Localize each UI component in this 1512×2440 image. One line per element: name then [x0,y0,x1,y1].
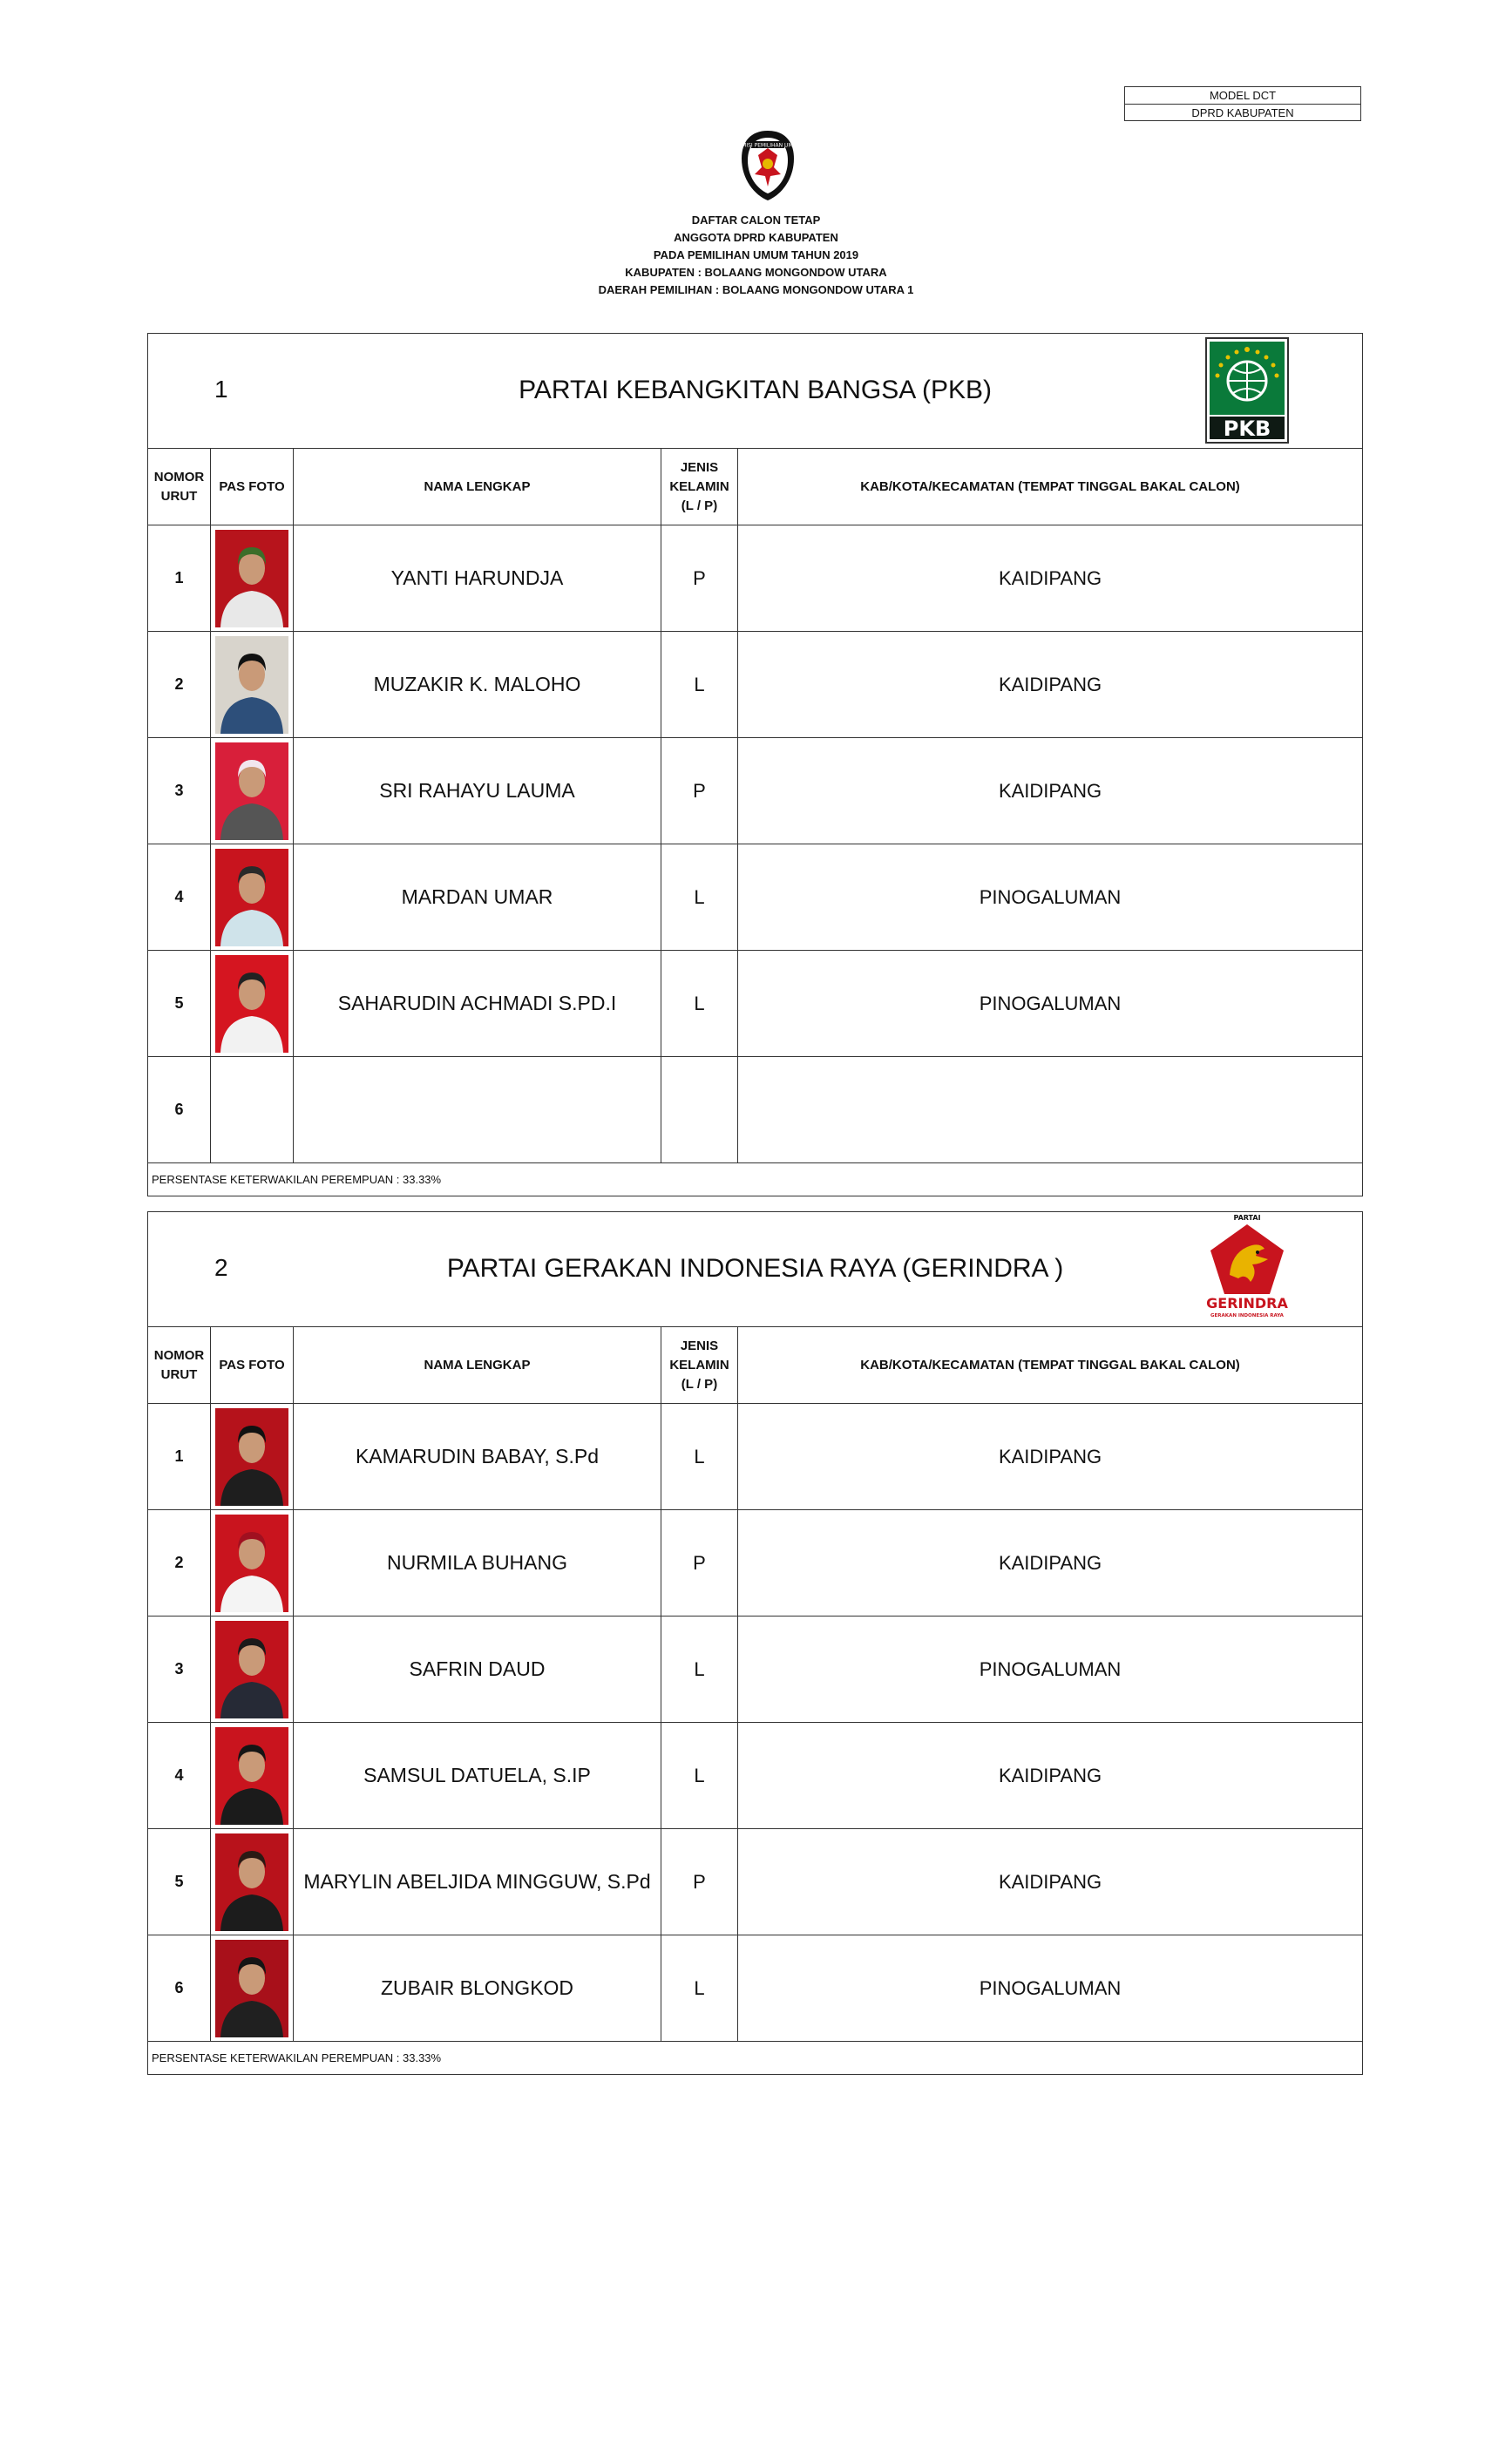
col-tempat-tinggal: KAB/KOTA/KECAMATAN (TEMPAT TINGGAL BAKAL CALON) [738,1327,1363,1404]
gerindra-logo-text: GERINDRA [1206,1295,1288,1312]
candidate-photo-icon [215,530,288,627]
candidate-number: 4 [148,844,211,951]
candidate-photo-icon [215,1515,288,1612]
candidate-row [148,738,1363,844]
col-nomor-urut: NOMOR URUT [148,1327,211,1404]
candidate-residence: KAIDIPANG [738,1404,1363,1510]
candidate-photo-cell [211,1057,294,1163]
candidate-residence: KAIDIPANG [738,525,1363,632]
candidate-gender: P [661,738,738,844]
candidate-gender: L [661,1404,738,1510]
candidate-name: YANTI HARUNDJA [294,525,661,632]
candidate-photo-icon [215,955,288,1053]
candidate-photo-icon [215,1727,288,1825]
footer-row [148,2042,1363,2075]
candidate-residence: KAIDIPANG [738,1510,1363,1616]
candidate-photo-cell [211,1404,294,1510]
candidate-number: 3 [148,738,211,844]
candidate-row [148,1510,1363,1616]
party-name: PARTAI GERAKAN INDONESIA RAYA (GERINDRA ) [446,1254,1064,1283]
candidate-number: 6 [148,1057,211,1163]
candidate-residence: PINOGALUMAN [738,1935,1363,2042]
candidate-residence: KAIDIPANG [738,738,1363,844]
candidate-gender: L [661,844,738,951]
candidate-gender: L [661,1935,738,2042]
candidate-photo-cell [211,738,294,844]
col-jenis-kelamin: JENIS KELAMIN (L / P) [661,1327,738,1404]
party-table-pkb [147,333,1363,1196]
candidate-name [294,1057,661,1163]
candidate-gender: P [661,1510,738,1616]
candidate-residence: KAIDIPANG [738,1829,1363,1935]
party-title-row [148,1212,1363,1327]
candidate-photo-cell [211,1616,294,1723]
candidate-gender: L [661,632,738,738]
gerindra-logo-top-text: PARTAI [1233,1214,1261,1222]
candidate-row [148,951,1363,1057]
candidate-photo-icon [215,1940,288,2037]
candidate-gender: L [661,1616,738,1723]
header-line-5: DAERAH PEMILIHAN : BOLAANG MONGONDOW UTARA 1 [598,283,914,296]
col-jenis-kelamin: JENIS KELAMIN (L / P) [661,449,738,525]
candidate-photo-icon [215,742,288,840]
party-title-row [148,334,1363,449]
candidate-row [148,1616,1363,1723]
pkb-logo-text: PKB [1223,417,1271,441]
document-header [0,212,1512,299]
candidate-photo-icon [215,849,288,946]
candidate-photo-cell [211,632,294,738]
party-table-gerindra [147,1211,1363,2075]
col-tempat-tinggal: KAB/KOTA/KECAMATAN (TEMPAT TINGGAL BAKAL CALON) [738,449,1363,525]
candidate-photo-cell [211,844,294,951]
candidate-gender: P [661,1829,738,1935]
header-line-2: ANGGOTA DPRD KABUPATEN [674,231,838,244]
women-representation: PERSENTASE KETERWAKILAN PEREMPUAN : 33.33% [148,2042,1363,2075]
candidate-row [148,525,1363,632]
party-number: 2 [214,1254,228,1281]
kpu-logo-icon [734,129,802,202]
candidate-photo-cell [211,1723,294,1829]
candidate-row [148,1404,1363,1510]
gerindra-logo-bottom-text: GERAKAN INDONESIA RAYA [1210,1313,1285,1318]
header-line-3: PADA PEMILIHAN UMUM TAHUN 2019 [653,248,859,261]
pkb-logo-icon [1205,337,1289,444]
candidate-residence: PINOGALUMAN [738,951,1363,1057]
candidate-residence: PINOGALUMAN [738,844,1363,951]
candidate-photo-cell [211,1829,294,1935]
col-nama-lengkap: NAMA LENGKAP [294,1327,661,1404]
candidate-photo-cell [211,525,294,632]
col-nama-lengkap: NAMA LENGKAP [294,449,661,525]
col-pas-foto: PAS FOTO [211,1327,294,1404]
gerindra-logo-icon [1203,1212,1291,1320]
candidate-number: 2 [148,1510,211,1616]
candidate-row [148,1723,1363,1829]
candidate-row [148,1057,1363,1163]
candidate-number: 3 [148,1616,211,1723]
col-nomor-urut: NOMOR URUT [148,449,211,525]
candidate-photo-icon [215,636,288,734]
candidate-name: SAMSUL DATUELA, S.IP [294,1723,661,1829]
model-sublabel: DPRD KABUPATEN [1125,104,1360,121]
candidate-name: MUZAKIR K. MALOHO [294,632,661,738]
candidate-number: 2 [148,632,211,738]
candidate-number: 4 [148,1723,211,1829]
candidate-photo-cell [211,1510,294,1616]
candidate-photo-icon [215,1621,288,1718]
candidate-gender [661,1057,738,1163]
candidate-gender: P [661,525,738,632]
candidate-name: NURMILA BUHANG [294,1510,661,1616]
candidate-photo-cell [211,1935,294,2042]
candidate-name: MARDAN UMAR [294,844,661,951]
candidate-photo-icon [215,1408,288,1506]
candidate-row [148,1829,1363,1935]
candidate-number: 1 [148,525,211,632]
party-name: PARTAI KEBANGKITAN BANGSA (PKB) [519,376,992,404]
candidate-residence: KAIDIPANG [738,632,1363,738]
kpu-logo-text: KOMISI PEMILIHAN UMUM [734,142,802,149]
candidate-name: MARYLIN ABELJIDA MINGGUW, S.Pd [294,1829,661,1935]
women-representation: PERSENTASE KETERWAKILAN PEREMPUAN : 33.33% [148,1163,1363,1196]
model-box [1124,86,1361,121]
header-line-1: DAFTAR CALON TETAP [691,214,821,227]
candidate-row [148,844,1363,951]
candidate-name: KAMARUDIN BABAY, S.Pd [294,1404,661,1510]
candidate-number: 5 [148,1829,211,1935]
column-header-row [148,449,1363,525]
candidate-name: SAFRIN DAUD [294,1616,661,1723]
candidate-photo-cell [211,951,294,1057]
model-label: MODEL DCT [1209,89,1277,102]
col-pas-foto: PAS FOTO [211,449,294,525]
candidate-residence: KAIDIPANG [738,1723,1363,1829]
candidate-name: SAHARUDIN ACHMADI S.PD.I [294,951,661,1057]
party-number: 1 [214,376,228,403]
candidate-gender: L [661,1723,738,1829]
candidate-number: 1 [148,1404,211,1510]
candidate-number: 5 [148,951,211,1057]
header-line-4: KABUPATEN : BOLAANG MONGONDOW UTARA [625,266,887,279]
candidate-gender: L [661,951,738,1057]
candidate-name: SRI RAHAYU LAUMA [294,738,661,844]
candidate-row [148,1935,1363,2042]
candidate-row [148,632,1363,738]
candidate-number: 6 [148,1935,211,2042]
footer-row [148,1163,1363,1196]
candidate-name: ZUBAIR BLONGKOD [294,1935,661,2042]
column-header-row [148,1327,1363,1404]
candidate-photo-icon [215,1833,288,1931]
candidate-residence: PINOGALUMAN [738,1616,1363,1723]
candidate-residence [738,1057,1363,1163]
